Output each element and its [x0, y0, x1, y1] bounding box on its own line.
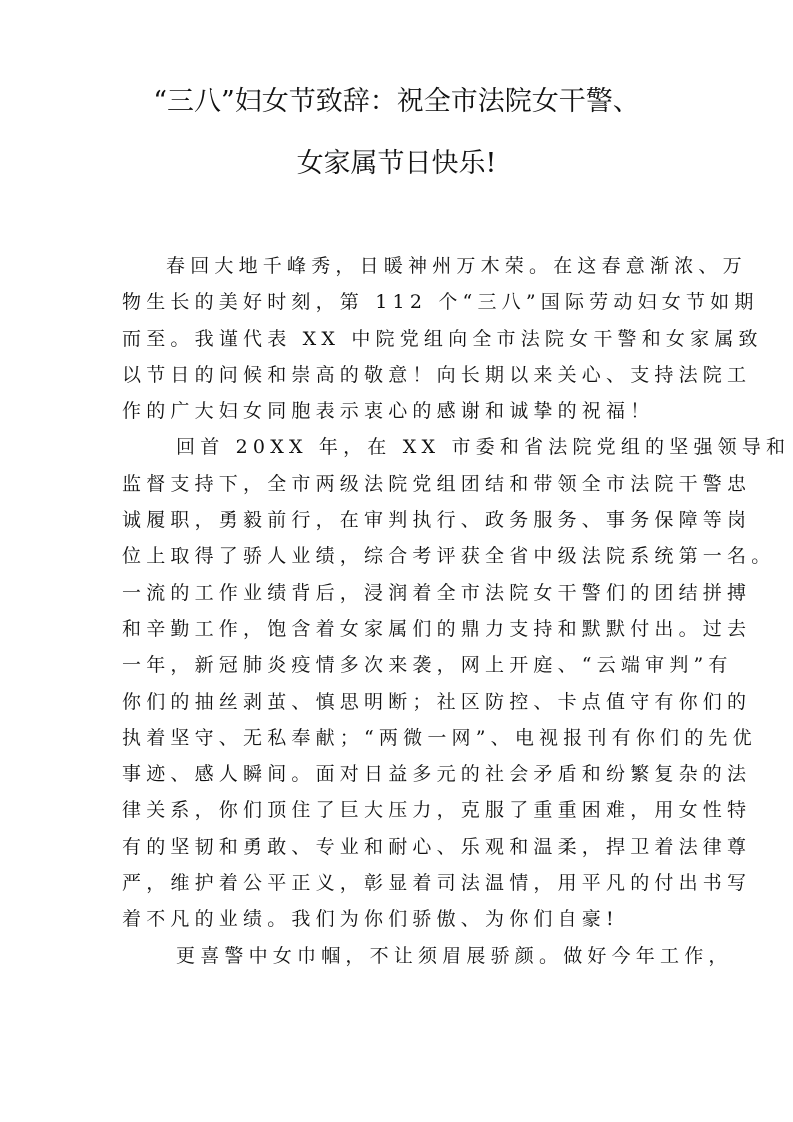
- paragraph-line: 严，维护着公平正义，彰显着司法温情，用平凡的付出书写: [122, 872, 752, 895]
- paragraph-line: 着不凡的业绩。我们为你们骄傲、为你们自豪!: [122, 908, 619, 931]
- paragraph-line: 有的坚韧和勇敢、专业和耐心、乐观和温柔，捍卫着法律尊: [122, 835, 752, 858]
- document-body: [122, 248, 791, 974]
- paragraph-line: 和辛勤工作，饱含着女家属们的鼎力支持和默默付出。过去: [122, 617, 752, 640]
- paragraph-line: 诚履职，勇毅前行，在审判执行、政务服务、事务保障等岗: [122, 509, 752, 532]
- paragraph-line: 春回大地千峰秀，日暖神州万木荣。在这春意渐浓、万: [166, 255, 747, 277]
- paragraph-line: 物生长的美好时刻，第 112 个“三八”国际劳动妇女节如期: [122, 291, 759, 314]
- paragraph-line: 律关系，你们顶住了巨大压力，克服了重重困难，用女性特: [122, 799, 752, 822]
- paragraph-line: 一流的工作业绩背后，浸润着全市法院女干警们的团结拼搏: [122, 581, 752, 604]
- paragraph-line: 更喜警中女巾帼，不让须眉展骄颜。做好今年工作，: [176, 944, 733, 967]
- paragraph-2: [122, 429, 791, 937]
- paragraph-line: 事迹、感人瞬间。面对日益多元的社会矛盾和纷繁复杂的法: [122, 763, 752, 786]
- paragraph-line: 作的广大妇女同胞表示衷心的感谢和诚挚的祝福！: [122, 400, 655, 423]
- paragraph-line: 以节日的问候和崇高的敬意！向长期以来关心、支持法院工: [122, 363, 752, 386]
- paragraph-line: 执着坚守、无私奉献；“两微一网”、电视报刊有你们的先优: [122, 726, 757, 749]
- paragraph-line: 回首 20XX 年，在 XX 市委和省法院党组的坚强领导和: [176, 436, 791, 459]
- paragraph-line: 而至。我谨代表 XX 中院党组向全市法院女干警和女家属致: [122, 327, 763, 350]
- paragraph-1: [122, 248, 763, 429]
- title-line-2: 女家属节日快乐!: [296, 148, 497, 179]
- document-title: [0, 82, 793, 206]
- paragraph-line: 一年，新冠肺炎疫情多次来袭，网上开庭、“云端审判”有: [122, 654, 733, 677]
- title-line-1: “三八”妇女节致辞：祝全市法院女干警、: [153, 86, 640, 117]
- paragraph-line: 位上取得了骄人业绩，综合考评获全省中级法院系统第一名。: [122, 545, 776, 568]
- paragraph-line: 你们的抽丝剥茧、慎思明断；社区防控、卡点值守有你们的: [122, 690, 752, 713]
- paragraph-3: [122, 938, 733, 974]
- paragraph-line: 监督支持下，全市两级法院党组团结和带领全市法院干警忠: [122, 472, 752, 495]
